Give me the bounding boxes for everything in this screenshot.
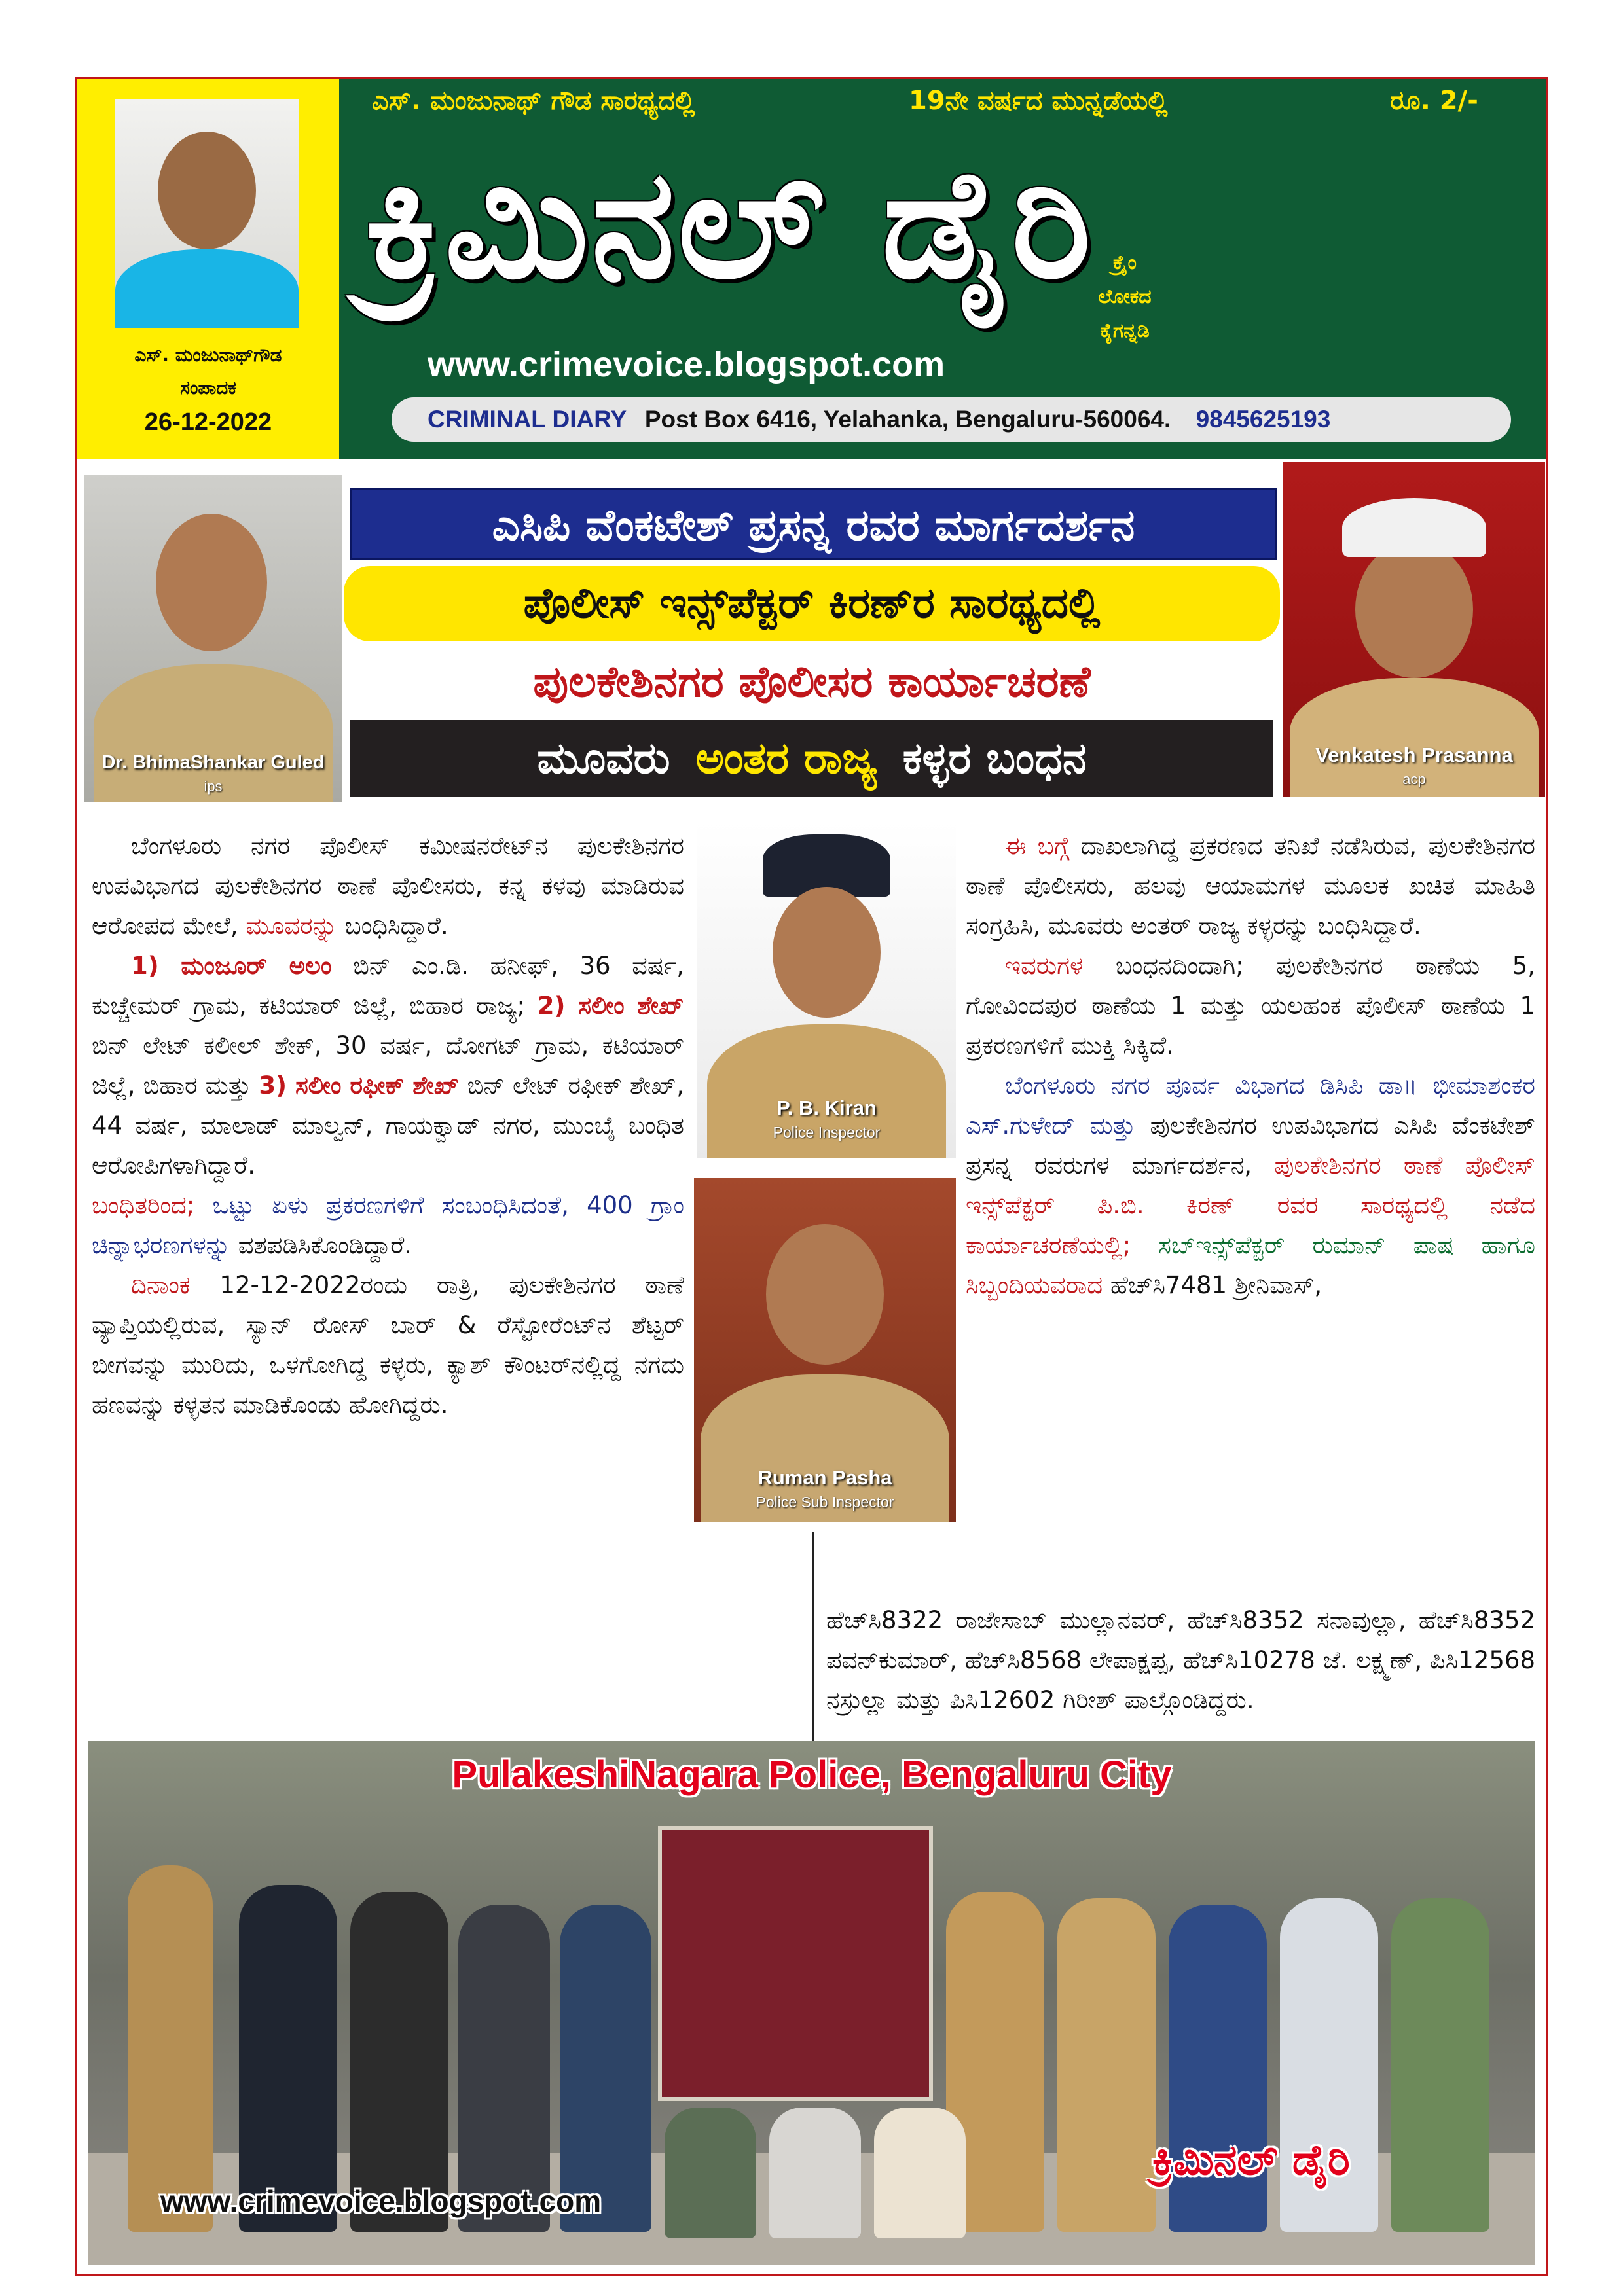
photo-dcp-sub: ips	[204, 778, 223, 795]
masthead-tagline	[1072, 246, 1177, 348]
headline-line-4	[350, 720, 1273, 797]
article-right-p2: ಇವರುಗಳ ಬಂಧನದಿಂದಾಗಿ; ಪುಲಕೇಶಿನಗರ ಠಾಣೆಯ 5, ಗೋವಿಂದಪುರ ಠಾಣೆಯ 1 ಮತ್ತು ಯಲಹಂಕ ಪೊಲೀಸ್ ಠಾಣೆಯ 1 ಪ್ರಕರಣಗಳಿಗೆ ಮುಕ್ತಿ ಸಿಕ್ಕಿದೆ.	[966, 952, 1535, 1060]
article-left-p4: ದಿನಾಂಕ 12-12-2022ರಂದು ರಾತ್ರಿ, ಪುಲಕೇಶಿನಗರ ಠಾಣೆ ವ್ಯಾಪ್ತಿಯಲ್ಲಿರುವ, ಸ್ಯಾನ್ ರೋಸ್ ಬಾರ್ & ರೆಸ್ಟೋರೆಂಟ್‌ನ ಶೆಟ್ಟರ್ ಬೀಗವನ್ನು ಮುರಿದು, ಒಳಗೋಗಿದ್ದ ಕಳ್ಳರು, ಕ್ಯಾಶ್ ಕೌಂಟರ್‌ನಲ್ಲಿದ್ದ ನಗದು ಹಣವನ್ನು ಕಳ್ಳತನ ಮಾಡಿಕೊಂಡು ಹೋಗಿದ್ದರು.	[92, 1271, 684, 1419]
headline-line-4-c: ಕಳ್ಳರ ಬಂಧನ	[902, 733, 1087, 783]
editor-photo	[115, 99, 299, 328]
article-right-p4: ಹೆಚ್‌ಸಿ8322 ರಾಜೇಸಾಬ್ ಮುಲ್ಲಾನವರ್, ಹೆಚ್‌ಸಿ8352 ಸನಾವುಲ್ಲಾ, ಹೆಚ್‌ಸಿ8352 ಪವನ್‌ಕುಮಾರ್, ಹೆಚ್‌ಸಿ8568 ಲೇಪಾಕ್ಷಪ್ಪ, ಹೆಚ್‌ಸಿ10278 ಜೆ. ಲಕ್ಷ್ಮಣ್, ಪಿಸಿ12568 ನಸ್ರುಲ್ಲಾ ಮತ್ತು ಪಿಸಿ12602 ಗಿರೀಶ್ ಪಾಲ್ಗೊಂಡಿದ್ದರು.	[826, 1606, 1535, 1714]
address-bar-phone: 9845625193	[1195, 406, 1331, 433]
photo-acp-sub: acp	[1402, 771, 1426, 787]
address-bar	[392, 397, 1511, 442]
headline-line-1: ಎಸಿಪಿ ವೆಂಕಟೇಶ್ ಪ್ರಸನ್ನ ರವರ ಮಾರ್ಗದರ್ಶನ	[350, 488, 1277, 560]
article-right-column	[966, 826, 1535, 1305]
photo-sub-inspector-name: Ruman Pasha	[757, 1466, 892, 1489]
group-photo-title: PulakeshiNagara Police, Bengaluru City	[452, 1753, 1172, 1796]
article-left-column	[92, 826, 684, 1425]
address-bar-name: CRIMINAL DIARY	[428, 406, 627, 433]
photo-inspector	[697, 821, 956, 1158]
masthead-title: ಕ್ರಿಮಿನಲ್ ಡೈರಿ	[365, 137, 1094, 312]
headline-line-3: ಪುಲಕೇಶಿನಗರ ಪೊಲೀಸರ ಕಾರ್ಯಾಚರಣೆ	[533, 656, 1091, 707]
photo-dcp	[84, 475, 342, 802]
group-photo	[88, 1741, 1535, 2265]
article-left-p1: ಬೆಂಗಳೂರು ನಗರ ಪೊಲೀಸ್ ಕಮೀಷನರೇಟ್‌ನ ಪುಲಕೇಶಿನಗರ ಉಪವಿಭಾಗದ ಪುಲಕೇಶಿನಗರ ಠಾಣೆ ಪೊಲೀಸರು, ಕನ್ನ ಕಳವು ಮಾಡಿರುವ ಆರೋಪದ ಮೇಲೆ, ಮೂವರನ್ನು ಬಂಧಿಸಿದ್ದಾರೆ.	[92, 832, 684, 940]
group-photo-website: www.crimevoice.blogspot.com	[160, 2184, 602, 2218]
masthead-price: ರೂ. 2/-	[1390, 86, 1478, 116]
editor-role: ಸಂಪಾದಕ	[180, 377, 236, 399]
column-divider	[812, 1532, 814, 1741]
photo-inspector-name: P. B. Kiran	[776, 1096, 877, 1119]
photo-acp-name: Venkatesh Prasanna	[1315, 744, 1513, 766]
headline-line-4-a: ಮೂವರು	[537, 733, 670, 783]
article-right-p1: ಈ ಬಗ್ಗೆ ದಾಖಲಾಗಿದ್ದ ಪ್ರಕರಣದ ತನಿಖೆ ನಡೆಸಿರುವ, ಪುಲಕೇಶಿನಗರ ಠಾಣೆ ಪೊಲೀಸರು, ಹಲವು ಆಯಾಮಗಳ ಮೂಲಕ ಖಚಿತ ಮಾಹಿತಿ ಸಂಗ್ರಹಿಸಿ, ಮೂವರು ಅಂತರ್ ರಾಜ್ಯ ಕಳ್ಳರನ್ನು ಬಂಧಿಸಿದ್ದಾರೆ.	[966, 832, 1535, 940]
article-right-p3: ಬೆಂಗಳೂರು ನಗರ ಪೂರ್ವ ವಿಭಾಗದ ಡಿಸಿಪಿ ಡಾ॥ ಭೀಮಾಶಂಕರ ಎಸ್.ಗುಳೇದ್ ಮತ್ತು ಪುಲಕೇಶಿನಗರ ಉಪವಿಭಾಗದ ಎಸಿಪಿ ವೆಂಕಟೇಶ್ ಪ್ರಸನ್ನ ರವರುಗಳ ಮಾರ್ಗದರ್ಶನ, ಪುಲಕೇಶಿನಗರ ಠಾಣೆ ಪೊಲೀಸ್ ಇನ್ಸ್‌ಪೆಕ್ಟರ್ ಪಿ.ಬಿ. ಕಿರಣ್ ರವರ ಸಾರಥ್ಯದಲ್ಲಿ ನಡೆದ ಕಾರ್ಯಾಚರಣೆಯಲ್ಲಿ; ಸಬ್‌ಇನ್ಸ್‌ಪೆಕ್ಟರ್ ರುಮಾನ್ ಪಾಷ ಹಾಗೂ ಸಿಬ್ಬಂದಿಯವರಾದ ಹೆಚ್‌ಸಿ7481 ಶ್ರೀನಿವಾಸ್,	[966, 1071, 1535, 1299]
photo-sub-inspector	[694, 1178, 956, 1522]
article-left-p2: 1) ಮಂಜೂರ್ ಅಲಂ ಬಿನ್ ಎಂ.ಡಿ. ಹನೀಫ್, 36 ವರ್ಷ, ಕುಚ್ಚೇಮರ್ ಗ್ರಾಮ, ಕಟಿಯಾರ್ ಜಿಲ್ಲೆ, ಬಿಹಾರ ರಾಜ್ಯ; 2) ಸಲೀಂ ಶೇಖ್ ಬಿನ್ ಲೇಟ್ ಕಲೀಲ್ ಶೇಕ್, 30 ವರ್ಷ, ದೋಗಟ್ ಗ್ರಾಮ, ಕಟಿಯಾರ್ ಜಿಲ್ಲೆ, ಬಿಹಾರ ಮತ್ತು 3) ಸಲೀಂ ರಫೀಕ್ ಶೇಖ್ ಬಿನ್ ಲೇಟ್ ರಫೀಕ್ ಶೇಖ್, 44 ವರ್ಷ, ಮಾಲಾಡ್ ಮಾಲ್ವನ್, ಗಾಯಕ್ವಾಡ್ ನಗರ, ಮುಂಬೈ ಬಂಧಿತ ಆರೋಪಿಗಳಾಗಿದ್ದಾರೆ.	[92, 952, 685, 1179]
editor-caption: ಎಸ್. ಮಂಜುನಾಥ್‌ಗೌಡ	[134, 344, 282, 366]
headline-line-2: ಪೊಲೀಸ್ ಇನ್ಸ್‌ಪೆಕ್ಟರ್ ಕಿರಣ್‌ರ ಸಾರಥ್ಯದಲ್ಲಿ	[344, 566, 1280, 641]
photo-inspector-sub: Police Inspector	[773, 1124, 881, 1141]
headline-line-4-b: ಅಂತರ ರಾಜ್ಯ	[695, 733, 877, 783]
issue-date: 26-12-2022	[144, 408, 272, 436]
masthead-top-left: ಎಸ್. ಮಂಜುನಾಥ್ ಗೌಡ ಸಾರಥ್ಯದಲ್ಲಿ	[372, 86, 695, 116]
article-left-p3: ಬಂಧಿತರಿಂದ; ಒಟ್ಟು ಏಳು ಪ್ರಕರಣಗಳಿಗೆ ಸಂಬಂಧಿಸಿದಂತೆ, 400 ಗ್ರಾಂ ಚಿನ್ನಾಭರಣಗಳನ್ನು ವಶಪಡಿಸಿಕೊಂಡಿದ್ದಾರೆ.	[92, 1191, 684, 1259]
masthead-top-middle: 19ನೇ ವರ್ಷದ ಮುನ್ನಡೆಯಲ್ಲಿ	[909, 86, 1168, 116]
address-bar-address: Post Box 6416, Yelahanka, Bengaluru-560064.	[644, 406, 1171, 433]
photo-acp	[1283, 462, 1545, 797]
photo-dcp-name: Dr. BhimaShankar Guled	[101, 752, 325, 773]
tagline-line-1: ಕ್ರೈಂ	[1113, 251, 1137, 274]
editor-panel	[77, 79, 339, 459]
article-right-continuation	[826, 1600, 1535, 1720]
group-photo-logo: ಕ್ರಿಮಿನಲ್ ಡೈರಿ	[1152, 2136, 1350, 2185]
tagline-line-3: ಕೈಗನ್ನಡಿ	[1100, 319, 1150, 342]
tagline-line-2: ಲೋಕದ	[1098, 285, 1152, 308]
masthead-website[interactable]: www.crimevoice.blogspot.com	[428, 345, 945, 384]
masthead	[339, 79, 1546, 459]
photo-sub-inspector-sub: Police Sub Inspector	[756, 1494, 894, 1511]
